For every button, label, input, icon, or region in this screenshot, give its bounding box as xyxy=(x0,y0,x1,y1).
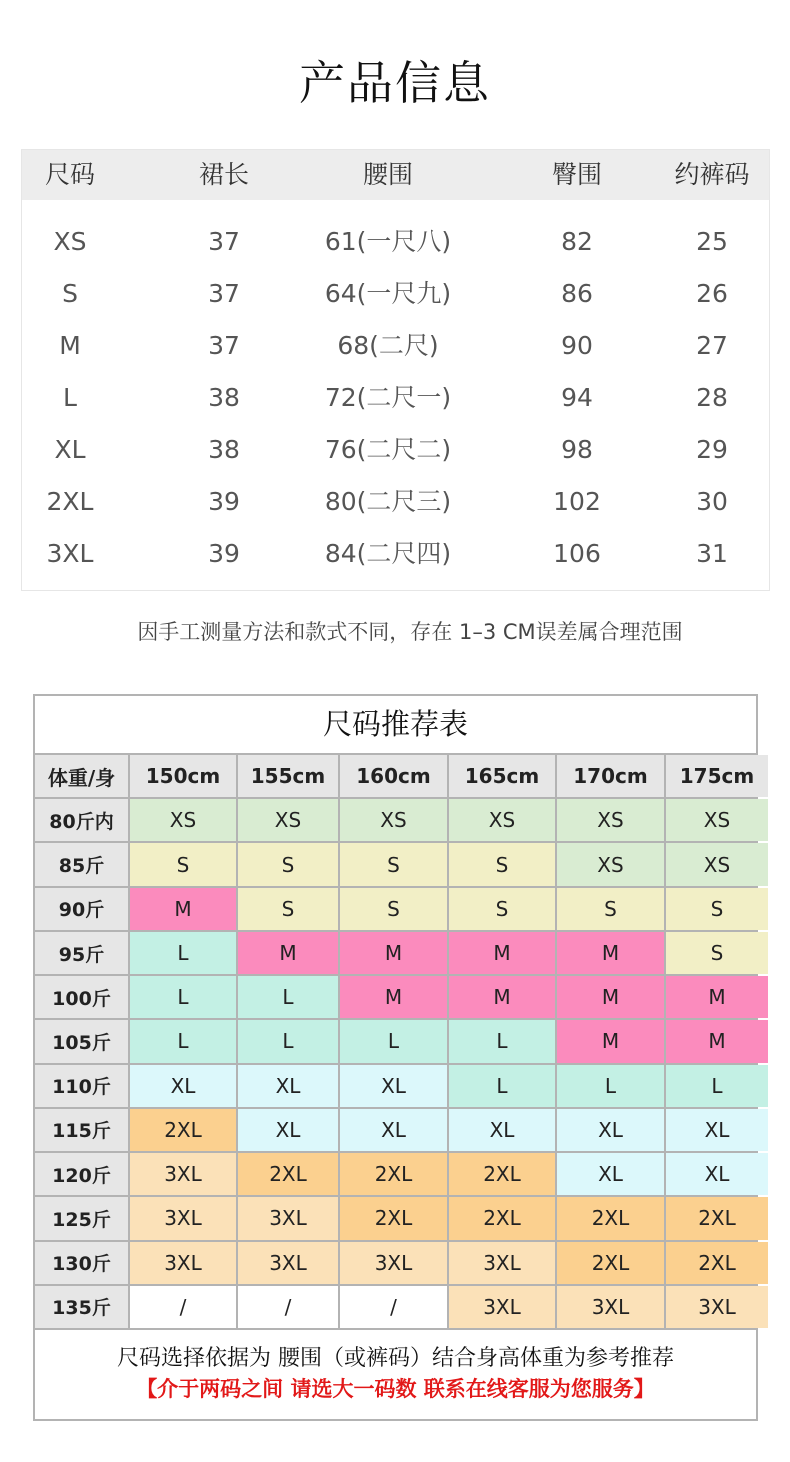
height-header: 165cm xyxy=(449,755,555,797)
size-cell: XL xyxy=(557,1153,664,1195)
product-row xyxy=(22,424,769,476)
product-row xyxy=(22,528,769,580)
product-cell: M xyxy=(59,331,81,360)
weight-label: 110斤 xyxy=(35,1065,128,1107)
size-cell: L xyxy=(238,1020,338,1062)
size-cell: XS xyxy=(238,799,338,841)
product-cell: 94 xyxy=(561,383,593,412)
size-cell: L xyxy=(449,1020,555,1062)
size-cell: S xyxy=(238,888,338,930)
size-cell: XL xyxy=(449,1109,555,1151)
size-cell: 2XL xyxy=(238,1153,338,1195)
weight-label: 105斤 xyxy=(35,1020,128,1062)
product-row xyxy=(22,216,769,268)
product-cell: 37 xyxy=(208,227,240,256)
size-cell: L xyxy=(130,932,236,974)
size-cell: M xyxy=(557,1020,664,1062)
product-header-cell: 裙长 xyxy=(198,160,250,189)
product-cell: 82 xyxy=(561,227,593,256)
product-cell: 38 xyxy=(208,383,240,412)
size-cell: XS xyxy=(557,843,664,885)
product-info-table xyxy=(21,149,770,591)
size-cell: XL xyxy=(340,1065,447,1107)
size-cell: 3XL xyxy=(666,1286,768,1328)
product-cell: S xyxy=(62,279,78,308)
size-cell: L xyxy=(666,1065,768,1107)
size-cell: 3XL xyxy=(449,1286,555,1328)
size-cell: M xyxy=(557,976,664,1018)
size-cell: M xyxy=(557,932,664,974)
size-cell: 2XL xyxy=(557,1242,664,1284)
product-cell: 86 xyxy=(561,279,593,308)
size-cell: M xyxy=(238,932,338,974)
product-cell: 61(一尺八) xyxy=(324,227,452,256)
size-cell: 3XL xyxy=(130,1197,236,1239)
product-cell: L xyxy=(63,383,77,412)
size-cell: L xyxy=(557,1065,664,1107)
product-cell: 76(二尺二) xyxy=(324,435,452,464)
size-cell: XS xyxy=(449,799,555,841)
product-cell: 80(二尺三) xyxy=(324,487,452,516)
size-cell: M xyxy=(130,888,236,930)
height-header: 170cm xyxy=(557,755,664,797)
product-cell: 72(二尺一) xyxy=(324,383,452,412)
weight-label: 95斤 xyxy=(35,932,128,974)
size-cell: S xyxy=(666,888,768,930)
weight-label: 80斤内 xyxy=(35,799,128,841)
product-cell: 98 xyxy=(561,435,593,464)
size-cell: S xyxy=(340,888,447,930)
size-cell: 2XL xyxy=(666,1242,768,1284)
footer-guidance: 尺码选择依据为 腰围（或裤码）结合身高体重为参考推荐 xyxy=(117,1346,674,1371)
product-cell: 90 xyxy=(561,331,593,360)
weight-label: 135斤 xyxy=(35,1286,128,1328)
footer-service-note: 【介于两码之间 请选大一码数 联系在线客服为您服务】 xyxy=(136,1377,655,1401)
product-header-cell: 腰围 xyxy=(362,160,414,189)
size-cell: 3XL xyxy=(557,1286,664,1328)
size-cell: 2XL xyxy=(340,1153,447,1195)
weight-label: 100斤 xyxy=(35,976,128,1018)
size-cell: 2XL xyxy=(130,1109,236,1151)
size-cell: M xyxy=(449,932,555,974)
size-cell: 3XL xyxy=(130,1242,236,1284)
size-recommendation-table xyxy=(33,694,758,1421)
weight-label: 130斤 xyxy=(35,1242,128,1284)
size-cell: M xyxy=(340,932,447,974)
product-cell: 26 xyxy=(696,279,728,308)
product-cell: 68(二尺) xyxy=(337,331,439,360)
size-cell: L xyxy=(130,976,236,1018)
product-cell: 39 xyxy=(208,487,240,516)
size-cell: XS xyxy=(130,799,236,841)
size-cell: XS xyxy=(557,799,664,841)
size-cell: M xyxy=(449,976,555,1018)
product-cell: 106 xyxy=(553,539,601,568)
product-cell: 28 xyxy=(696,383,728,412)
size-cell: XL xyxy=(340,1109,447,1151)
size-cell: XL xyxy=(238,1109,338,1151)
product-cell: 102 xyxy=(553,487,601,516)
size-cell: S xyxy=(238,843,338,885)
product-cell: 30 xyxy=(696,487,728,516)
size-cell: XL xyxy=(557,1109,664,1151)
recommendation-footer xyxy=(35,1328,756,1419)
size-cell: 2XL xyxy=(340,1197,447,1239)
product-cell: XS xyxy=(53,227,87,256)
height-header: 150cm xyxy=(130,755,236,797)
size-cell: L xyxy=(130,1020,236,1062)
size-cell: 2XL xyxy=(666,1197,768,1239)
size-cell: S xyxy=(666,932,768,974)
size-cell: 3XL xyxy=(449,1242,555,1284)
product-row xyxy=(22,320,769,372)
size-cell: / xyxy=(130,1286,236,1328)
size-cell: M xyxy=(666,976,768,1018)
product-header-cell: 臀围 xyxy=(551,160,603,189)
size-cell: 3XL xyxy=(340,1242,447,1284)
size-cell: M xyxy=(340,976,447,1018)
size-cell: S xyxy=(340,843,447,885)
weight-label: 85斤 xyxy=(35,843,128,885)
height-header: 160cm xyxy=(340,755,447,797)
weight-label: 115斤 xyxy=(35,1109,128,1151)
size-cell: 3XL xyxy=(238,1197,338,1239)
size-cell: XS xyxy=(666,843,768,885)
recommendation-title: 尺码推荐表 xyxy=(35,696,756,755)
product-cell: 27 xyxy=(696,331,728,360)
size-cell: S xyxy=(557,888,664,930)
product-info-header xyxy=(22,150,769,200)
product-cell: 84(二尺四) xyxy=(324,539,452,568)
size-cell: 3XL xyxy=(238,1242,338,1284)
product-cell: 2XL xyxy=(46,487,94,516)
product-row xyxy=(22,268,769,320)
size-cell: L xyxy=(449,1065,555,1107)
product-cell: 39 xyxy=(208,539,240,568)
product-cell: 25 xyxy=(696,227,728,256)
size-cell: 2XL xyxy=(449,1153,555,1195)
product-cell: 37 xyxy=(208,279,240,308)
product-row xyxy=(22,476,769,528)
size-cell: XL xyxy=(666,1109,768,1151)
product-header-cell: 约裤码 xyxy=(674,160,750,189)
size-cell: M xyxy=(666,1020,768,1062)
weight-label: 125斤 xyxy=(35,1197,128,1239)
product-cell: 37 xyxy=(208,331,240,360)
size-cell: XL xyxy=(238,1065,338,1107)
product-cell: 29 xyxy=(696,435,728,464)
size-cell: XS xyxy=(666,799,768,841)
product-cell: XL xyxy=(54,435,86,464)
height-header: 175cm xyxy=(666,755,768,797)
size-cell: XL xyxy=(666,1153,768,1195)
size-cell: S xyxy=(449,843,555,885)
product-row xyxy=(22,372,769,424)
size-cell: 2XL xyxy=(557,1197,664,1239)
size-cell: L xyxy=(238,976,338,1018)
page-title: 产品信息 xyxy=(299,56,491,110)
size-cell: / xyxy=(238,1286,338,1328)
product-cell: 31 xyxy=(696,539,728,568)
size-cell: / xyxy=(340,1286,447,1328)
product-cell: 3XL xyxy=(46,539,94,568)
height-header: 155cm xyxy=(238,755,338,797)
product-header-cell: 尺码 xyxy=(44,160,96,189)
size-cell: L xyxy=(340,1020,447,1062)
measurement-note: 因手工测量方法和款式不同，存在 1–3 CM误差属合理范围 xyxy=(137,620,683,644)
recommendation-grid xyxy=(35,755,756,1328)
weight-label: 120斤 xyxy=(35,1153,128,1195)
size-cell: S xyxy=(130,843,236,885)
size-cell: XS xyxy=(340,799,447,841)
weight-label: 90斤 xyxy=(35,888,128,930)
corner-header: 体重/身 xyxy=(35,755,128,797)
size-cell: 3XL xyxy=(130,1153,236,1195)
product-cell: 64(一尺九) xyxy=(324,279,452,308)
product-cell: 38 xyxy=(208,435,240,464)
size-cell: 2XL xyxy=(449,1197,555,1239)
size-cell: S xyxy=(449,888,555,930)
size-cell: XL xyxy=(130,1065,236,1107)
